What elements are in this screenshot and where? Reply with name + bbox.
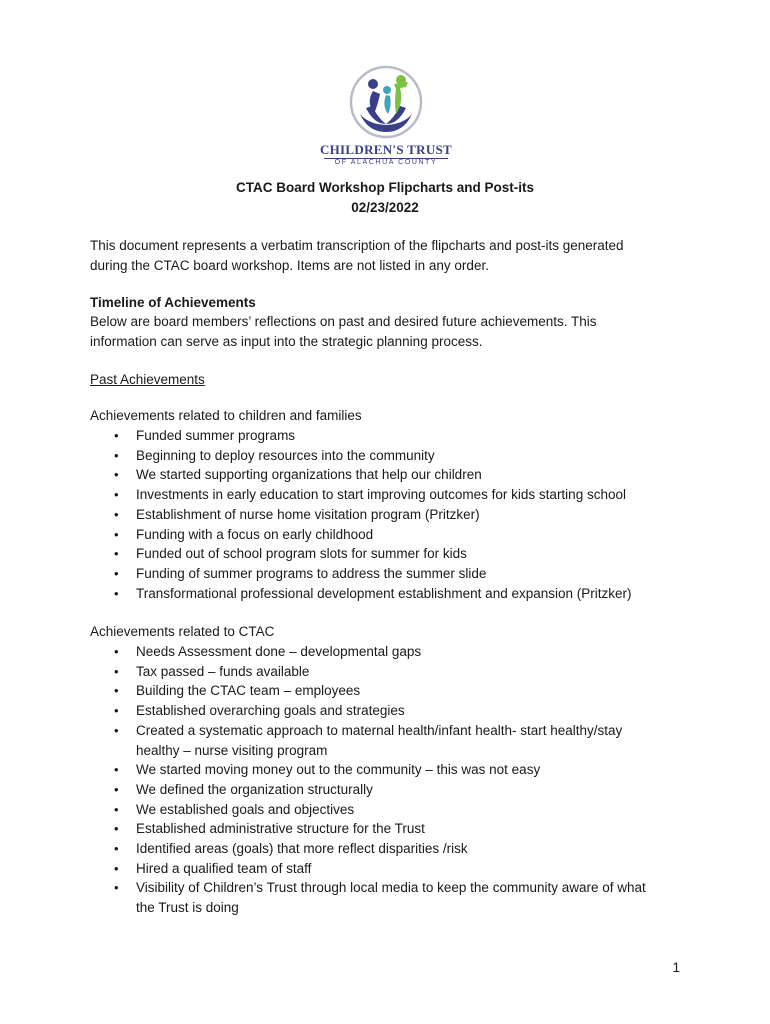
list-item: • We started moving money out to the community – this was not easy bbox=[90, 760, 646, 780]
list-item: • Tax passed – funds available bbox=[90, 662, 646, 682]
children-achievements-heading: Achievements related to children and families bbox=[90, 408, 362, 423]
list-item: • Establishment of nurse home visitation program (Pritzker) bbox=[90, 505, 632, 525]
ctac-achievements-list bbox=[90, 642, 646, 918]
children-achievements-list bbox=[90, 426, 632, 603]
intro-line-1: This document represents a verbatim transcription of the flipcharts and post-its generated bbox=[90, 238, 624, 253]
list-item: • Beginning to deploy resources into the community bbox=[90, 446, 632, 466]
list-item: • Needs Assessment done – developmental gaps bbox=[90, 642, 646, 662]
list-item: • Visibility of Children’s Trust through local media to keep the community aware of what bbox=[90, 878, 646, 898]
list-item: • We started supporting organizations that help our children bbox=[90, 465, 632, 485]
logo-emblem-icon bbox=[316, 62, 456, 142]
list-item-continuation: the Trust is doing bbox=[136, 900, 239, 916]
list-item: • Hired a qualified team of staff bbox=[90, 859, 646, 879]
ctac-achievements-heading: Achievements related to CTAC bbox=[90, 624, 275, 639]
timeline-line-2: information can serve as input into the strategic planning process. bbox=[90, 334, 483, 349]
list-item: • Identified areas (goals) that more reflect disparities /risk bbox=[90, 839, 646, 859]
timeline-line-1: Below are board members’ reflections on past and desired future achievements. This bbox=[90, 314, 597, 329]
list-item: • Funding of summer programs to address the summer slide bbox=[90, 564, 632, 584]
list-item: • Established overarching goals and strategies bbox=[90, 701, 646, 721]
childrens-trust-logo bbox=[316, 62, 456, 174]
timeline-heading: Timeline of Achievements bbox=[90, 295, 256, 310]
list-item: • Funding with a focus on early childhood bbox=[90, 525, 632, 545]
past-achievements-heading: Past Achievements bbox=[90, 372, 205, 387]
list-item: • Funded out of school program slots for summer for kids bbox=[90, 544, 632, 564]
list-item: • We defined the organization structurally bbox=[90, 780, 646, 800]
logo-name: CHILDREN'S TRUST bbox=[319, 142, 453, 157]
intro-line-2: during the CTAC board workshop. Items are not listed in any order. bbox=[90, 258, 489, 273]
page-number: 1 bbox=[672, 960, 680, 975]
list-item: • We established goals and objectives bbox=[90, 800, 646, 820]
document-title: CTAC Board Workshop Flipcharts and Post-its bbox=[235, 180, 535, 195]
list-item: • Building the CTAC team – employees bbox=[90, 681, 646, 701]
list-item-continuation: healthy – nurse visiting program bbox=[136, 742, 328, 758]
list-item: • Transformational professional development establishment and expansion (Pritzker) bbox=[90, 584, 632, 604]
list-item: • Investments in early education to start improving outcomes for kids starting school bbox=[90, 485, 632, 505]
list-item: • Funded summer programs bbox=[90, 426, 632, 446]
list-item: • Created a systematic approach to maternal health/infant health- start healthy/stay bbox=[90, 721, 646, 741]
document-date: 02/23/2022 bbox=[351, 200, 419, 215]
logo-subtitle: OF ALACHUA COUNTY bbox=[334, 159, 438, 166]
list-item: • Established administrative structure for the Trust bbox=[90, 819, 646, 839]
